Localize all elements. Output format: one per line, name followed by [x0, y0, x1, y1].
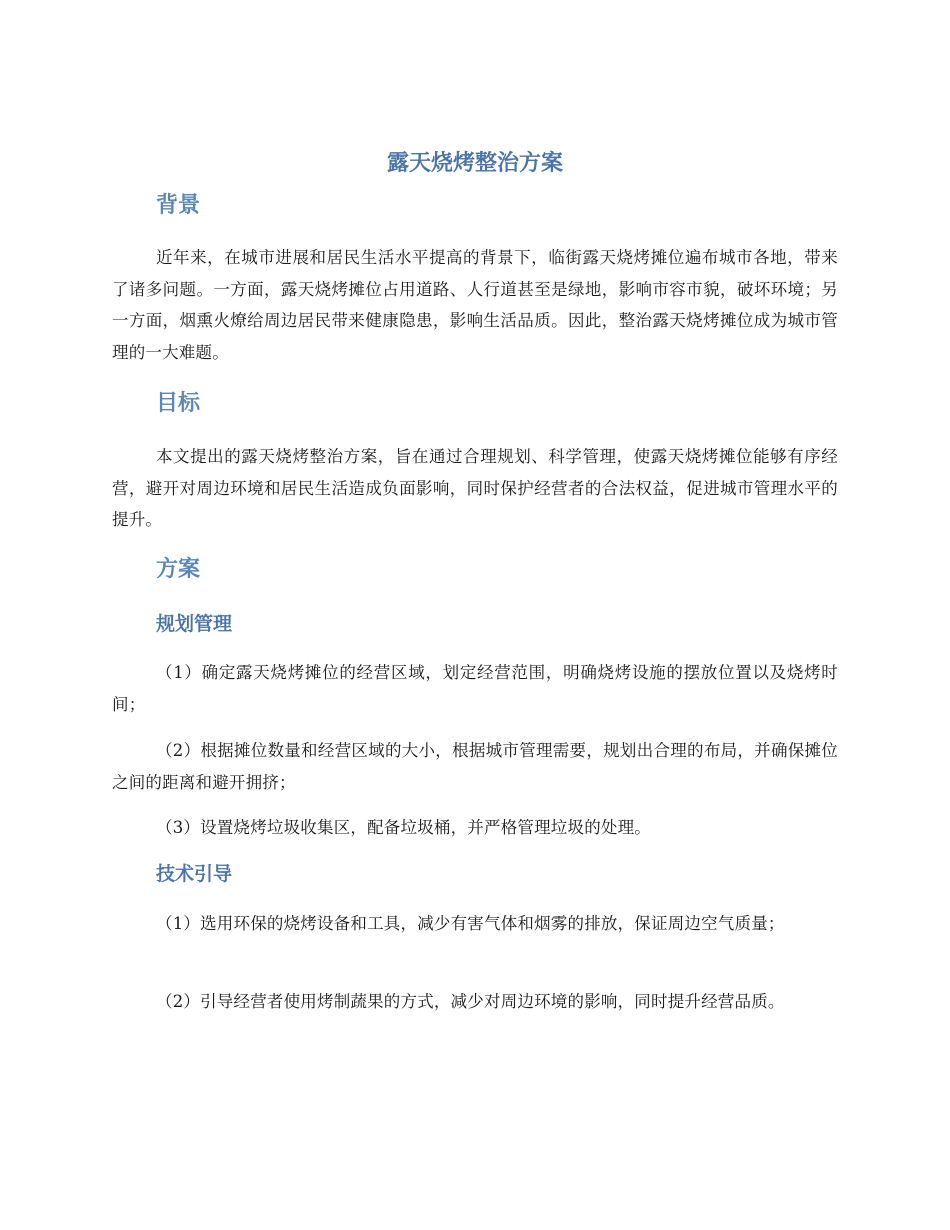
- paragraph-planning-2: （2）根据摊位数量和经营区域的大小，根据城市管理需要，规划出合理的布局，并确保摊位之间的距离和避开拥挤；: [112, 741, 838, 792]
- paragraph-tech-1: （1）选用环保的烧烤设备和工具，减少有害气体和烟雾的排放，保证周边空气质量；: [156, 914, 785, 933]
- paragraph-tech-2: （2）引导经营者使用烤制蔬果的方式，减少对周边环境的影响，同时提升经营品质。: [156, 992, 785, 1011]
- paragraph-background: 近年来，在城市进展和居民生活水平提高的背景下，临街露天烧烤摊位遍布城市各地，带来了诸多问题。一方面，露天烧烤摊位占用道路、人行道甚至是绿地，影响市容市貌，破坏环境；另一方面，烟熏火燎给周边居民带来健康隐患，影响生活品质。因此，整治露天烧烤摊位成为城市管理的一大难题。: [112, 248, 838, 362]
- paragraph-planning-1: （1）确定露天烧烤摊位的经营区域，划定经营范围，明确烧烤设施的摆放位置以及烧烤时间；: [112, 663, 838, 714]
- paragraph-planning-3: （3）设置烧烤垃圾收集区，配备垃圾桶，并严格管理垃圾的处理。: [156, 818, 651, 837]
- paragraph-goal: 本文提出的露天烧烤整治方案，旨在通过合理规划、科学管理，使露天烧烤摊位能够有序经营，避开对周边环境和居民生活造成负面影响，同时保护经营者的合法权益，促进城市管理水平的提升。: [112, 447, 838, 529]
- document-title: 露天烧烤整治方案: [386, 151, 563, 176]
- subsection-heading-planning: 规划管理: [156, 613, 233, 635]
- section-heading-goal: 目标: [156, 391, 201, 416]
- section-heading-background: 背景: [156, 193, 201, 218]
- section-heading-plan: 方案: [156, 557, 201, 582]
- subsection-heading-tech: 技术引导: [156, 863, 233, 885]
